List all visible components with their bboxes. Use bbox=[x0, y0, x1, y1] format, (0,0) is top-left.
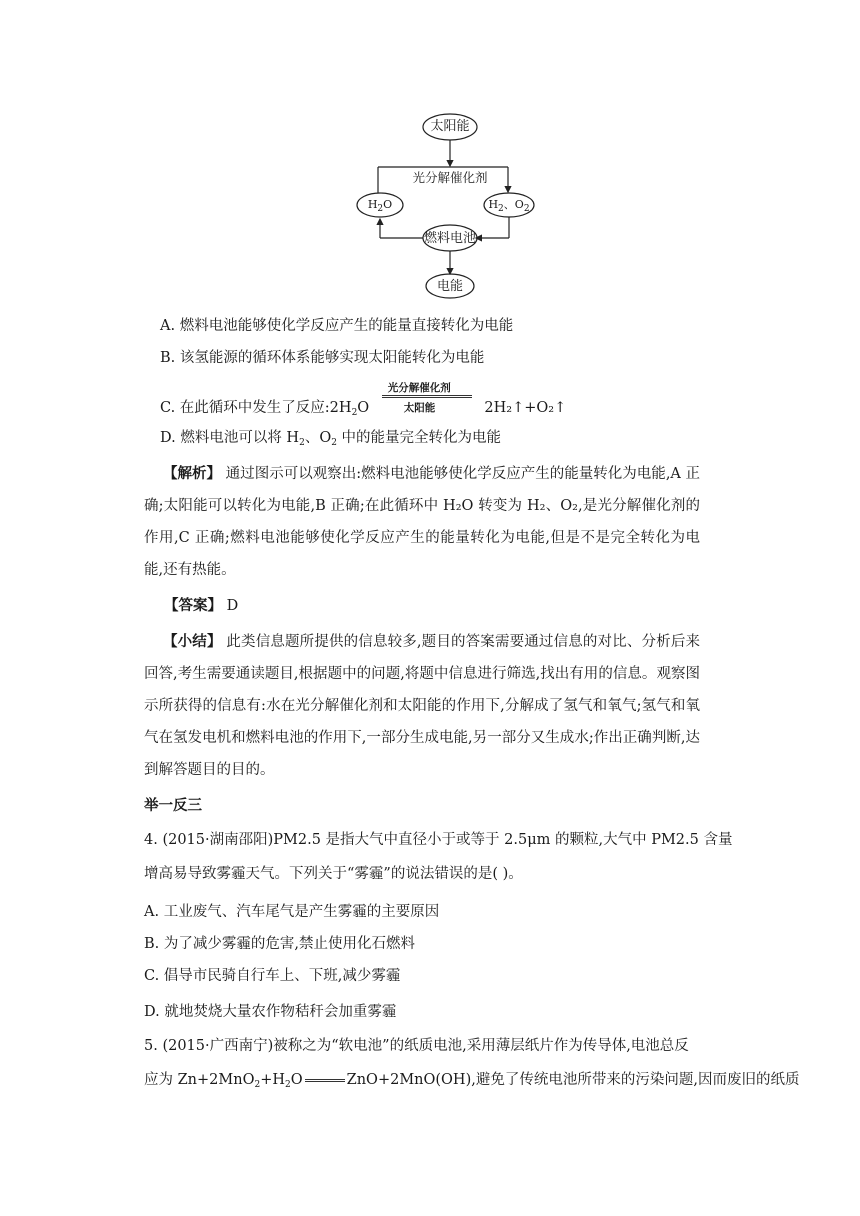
node-electric: 电能 bbox=[436, 279, 463, 294]
q4-option-b: B. 为了减少雾霾的危害,禁止使用化石燃料 bbox=[144, 936, 415, 952]
q4-option-d: D. 就地焚烧大量农作物秸秆会加重雾霾 bbox=[144, 1004, 397, 1020]
analysis-paragraph bbox=[144, 458, 700, 586]
section-title: 举一反三 bbox=[144, 797, 202, 814]
summary-text: 此类信息题所提供的信息较多,题目的答案需要通过信息的对比、分析后来回答,考生需要通读题目,根据题中的问题,将题中信息进行筛选,找出有用的信息。观察图示所获得的信息有:水在光分解催化剂和太阳能的作用下,分解成了氢气和氧气;氢气和氧气在氢发电机和燃料电池的作用下,一部分生成电能,另一部分又生成水;作出正确判断,达到解答题目的目的。 bbox=[144, 634, 700, 778]
q4-option-a: A. 工业废气、汽车尾气是产生雾霾的主要原因 bbox=[144, 904, 440, 920]
option-c-products: 2H₂↑+O₂↑ bbox=[484, 400, 567, 416]
node-water: $H_2O$ bbox=[367, 198, 393, 214]
summary-paragraph bbox=[144, 626, 700, 786]
q4-stem-line2: 增高易导致雾霾天气。下列关于“雾霾”的说法错误的是( )。 bbox=[144, 866, 523, 882]
summary-tag: 【小结】 bbox=[163, 633, 222, 650]
reaction-condition bbox=[382, 382, 472, 418]
option-a: A. 燃料电池能够使化学反应产生的能量直接转化为电能 bbox=[160, 318, 514, 334]
node-catalyst: 光分解催化剂 bbox=[412, 170, 488, 185]
node-h2-o2: $H_2$、$O_2$ bbox=[488, 198, 530, 214]
node-fuel-cell: 燃料电池 bbox=[423, 231, 476, 246]
node-sun: 太阳能 bbox=[430, 119, 470, 134]
analysis-text: 通过图示可以观察出:燃料电池能够使化学反应产生的能量转化为电能,A 正确;太阳能可以转化为电能,B 正确;在此循环中 H₂O 转变为 H₂、O₂,是光分解催化剂的作用,C 正确;燃料电池能够使化学反应产生的能量转化为电能,但是不是完全转化为电能,还有热能。 bbox=[144, 466, 701, 578]
option-c-prefix: C. 在此循环中发生了反应$:2H_2O$ bbox=[160, 400, 370, 418]
equals-sign bbox=[305, 1079, 345, 1082]
option-b: B. 该氢能源的循环体系能够实现太阳能转化为电能 bbox=[160, 350, 485, 366]
condition-below: 太阳能 bbox=[403, 402, 436, 414]
q4-stem-line1: 4. (2015·湖南邵阳)PM2.5 是指大气中直径小于或等于 2.5μm 的颗粒,大气中 PM2.5 含量 bbox=[144, 832, 733, 848]
answer-text: D bbox=[226, 598, 239, 614]
option-c bbox=[160, 382, 567, 423]
answer-line bbox=[164, 596, 238, 616]
option-d: D. 燃料电池可以将 $H_2$、$O_2$ 中的能量完全转化为电能 bbox=[160, 430, 502, 448]
q4-option-c: C. 倡导市民骑自行车上、下班,减少雾霾 bbox=[144, 968, 401, 984]
q5-stem-line2: 应为 $Zn+2MnO_2+H_2O$ ZnO+2MnO(OH),避免了传统电池所带来的污染问题,因而废旧的纸质 bbox=[144, 1072, 800, 1090]
q5-stem-line1: 5. (2015·广西南宁)被称之为“软电池”的纸质电池,采用薄层纸片作为传导体,电池总反 bbox=[144, 1038, 689, 1054]
answer-tag: 【答案】 bbox=[164, 597, 222, 614]
energy-cycle-diagram bbox=[340, 108, 560, 304]
analysis-tag: 【解析】 bbox=[163, 465, 222, 482]
condition-above: 光分解催化剂 bbox=[387, 382, 451, 394]
